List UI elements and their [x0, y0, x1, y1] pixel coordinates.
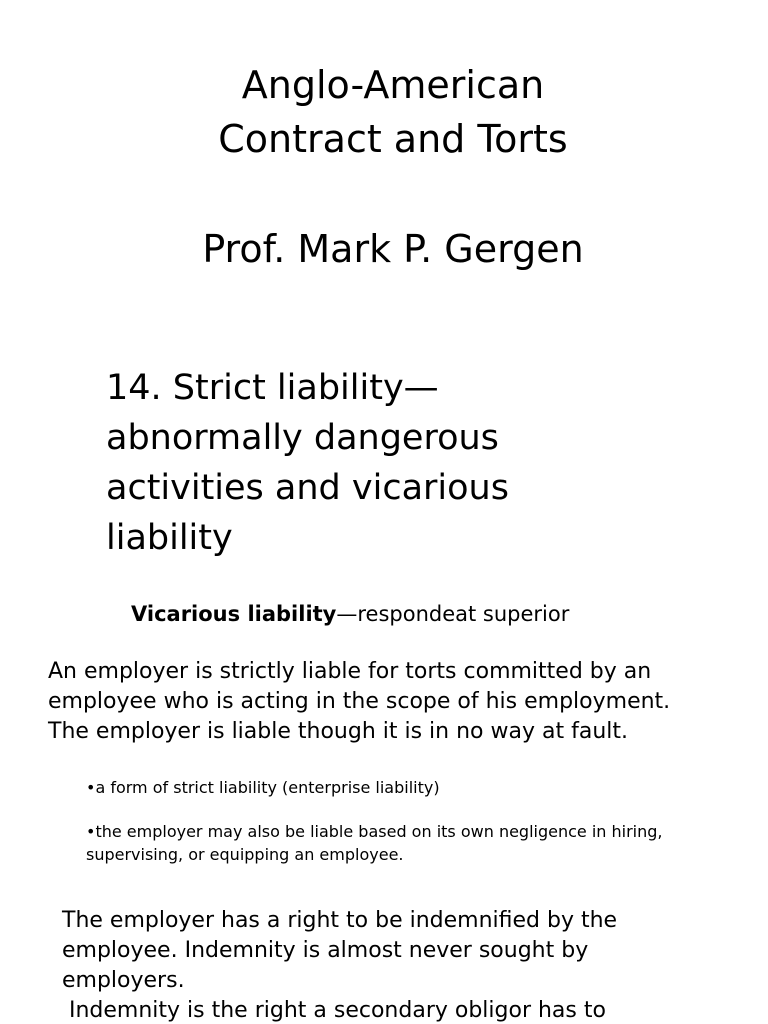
- employer-liability-paragraph: [48, 657, 670, 747]
- indemnity-paragraph: [62, 906, 617, 1024]
- bullet-line: •a form of strict liability (enterprise liability): [86, 778, 440, 797]
- paragraph-line: employee. Indemnity is almost never sought by: [62, 938, 589, 963]
- vicarious-liability-subtitle: —respondeat superior: [336, 602, 570, 626]
- bullet-line: supervising, or equipping an employee.: [86, 845, 404, 864]
- bullet-item: [86, 776, 663, 799]
- author-name: Prof. Mark P. Gergen: [202, 227, 584, 271]
- paragraph-line: An employer is strictly liable for torts committed by an: [48, 659, 652, 684]
- vicarious-liability-term: Vicarious liability: [131, 602, 337, 626]
- document-title: [0, 58, 768, 166]
- title-line-2: Contract and Torts: [218, 117, 568, 161]
- title-line-1: Anglo-American: [241, 63, 545, 107]
- section-heading: [106, 363, 509, 563]
- paragraph-line: The employer has a right to be indemnified by the: [62, 908, 618, 933]
- bullet-line: •the employer may also be liable based on its own negligence in hiring,: [86, 822, 663, 841]
- section-heading-line-4: liability: [106, 518, 233, 558]
- bullet-item: [86, 820, 663, 866]
- bullet-list: [86, 776, 663, 866]
- section-heading-line-3: activities and vicarious: [106, 468, 509, 508]
- section-heading-line-2: abnormally dangerous: [106, 418, 499, 458]
- paragraph-line: employers.: [62, 968, 185, 993]
- section-heading-line-1: 14. Strict liability—: [106, 368, 439, 408]
- paragraph-line: employee who is acting in the scope of his employment.: [48, 689, 671, 714]
- paragraph-line: Indemnity is the right a secondary obligor has to: [62, 998, 606, 1023]
- vicarious-liability-heading: [131, 600, 569, 628]
- paragraph-line: The employer is liable though it is in no way at fault.: [48, 719, 628, 744]
